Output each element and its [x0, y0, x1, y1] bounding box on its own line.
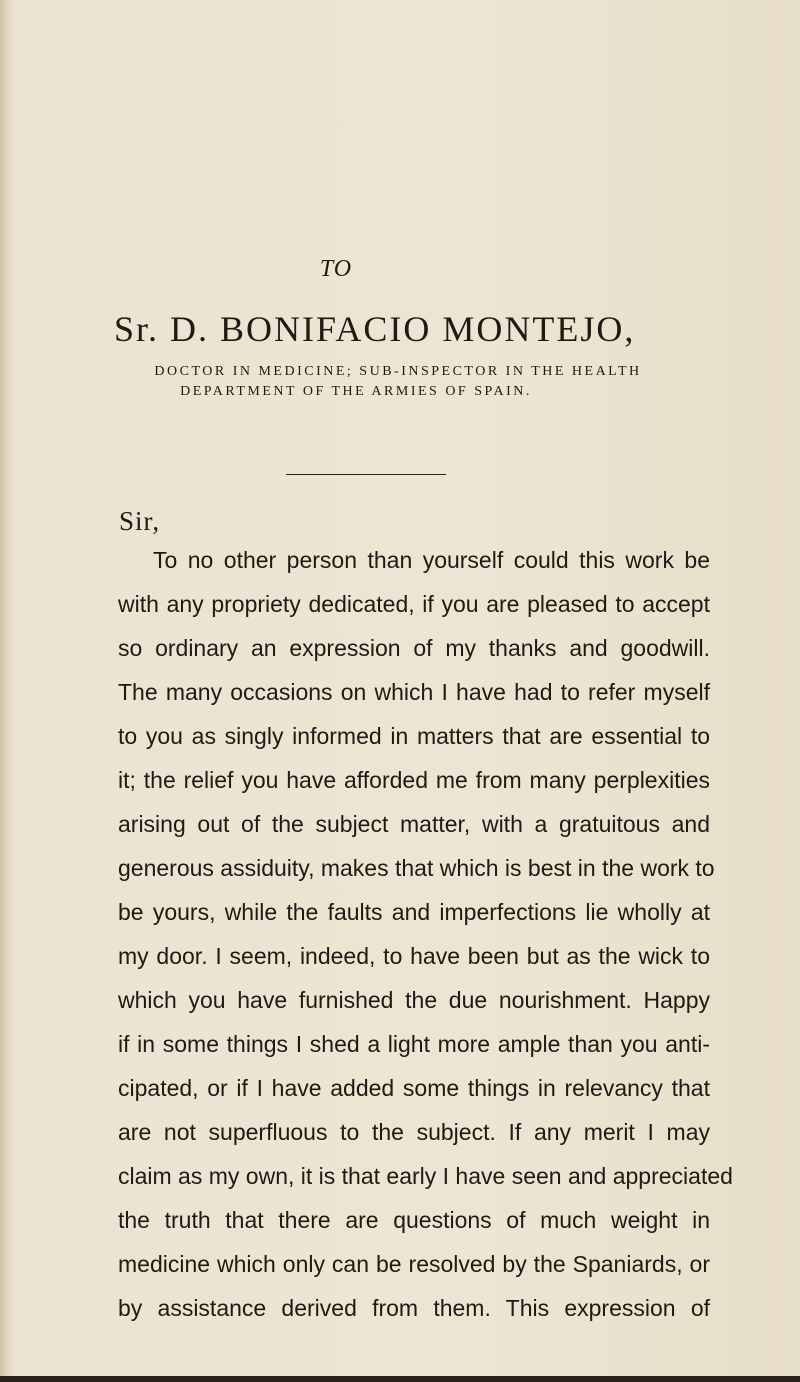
letter-line: by assistance derived from them. This expression of	[118, 1295, 710, 1321]
letter-line: To no other person than yourself could this work be	[153, 547, 710, 573]
letter-line: my door. I seem, indeed, to have been but as the wick to	[118, 943, 710, 969]
section-divider	[286, 474, 446, 475]
letter-line: with any propriety dedicated, if you are pleased to accept	[118, 591, 710, 617]
letter-line: it; the relief you have afforded me from many perplexities	[118, 767, 710, 793]
letter-line: claim as my own, it is that early I have seen and appreciated	[118, 1163, 733, 1189]
letter-salutation: Sir,	[119, 506, 161, 536]
letter-line: arising out of the subject matter, with a gratuitous and	[118, 811, 710, 837]
dedicatee-title-line-2: DEPARTMENT OF THE ARMIES OF SPAIN.	[180, 384, 532, 399]
dedicatee-name: Sr. D. BONIFACIO MONTEJO,	[114, 309, 636, 349]
letter-line: generous assiduity, makes that which is best in the work to	[118, 855, 715, 881]
letter-line: The many occasions on which I have had to refer myself	[118, 679, 710, 705]
page-bottom-edge	[0, 1376, 800, 1382]
letter-line: are not superfluous to the subject. If any merit I may	[118, 1119, 710, 1145]
letter-line: which you have furnished the due nourishment. Happy	[118, 987, 710, 1013]
letter-line: cipated, or if I have added some things in relevancy that	[118, 1075, 710, 1101]
letter-line: medicine which only can be resolved by the Spaniards, or	[118, 1251, 710, 1277]
letter-line: to you as singly informed in matters that are essential to	[118, 723, 710, 749]
dedicatee-title-line-1: DOCTOR IN MEDICINE; SUB-INSPECTOR IN THE HEALTH	[154, 364, 642, 379]
letter-line: if in some things I shed a light more ample than you anti-	[118, 1031, 710, 1057]
letter-line: the truth that there are questions of much weight in	[118, 1207, 710, 1233]
dedication-to-heading: TO	[319, 256, 353, 282]
page-binding-edge	[0, 0, 10, 1382]
letter-line: so ordinary an expression of my thanks and goodwill.	[118, 635, 710, 661]
letter-line: be yours, while the faults and imperfections lie wholly at	[118, 899, 710, 925]
